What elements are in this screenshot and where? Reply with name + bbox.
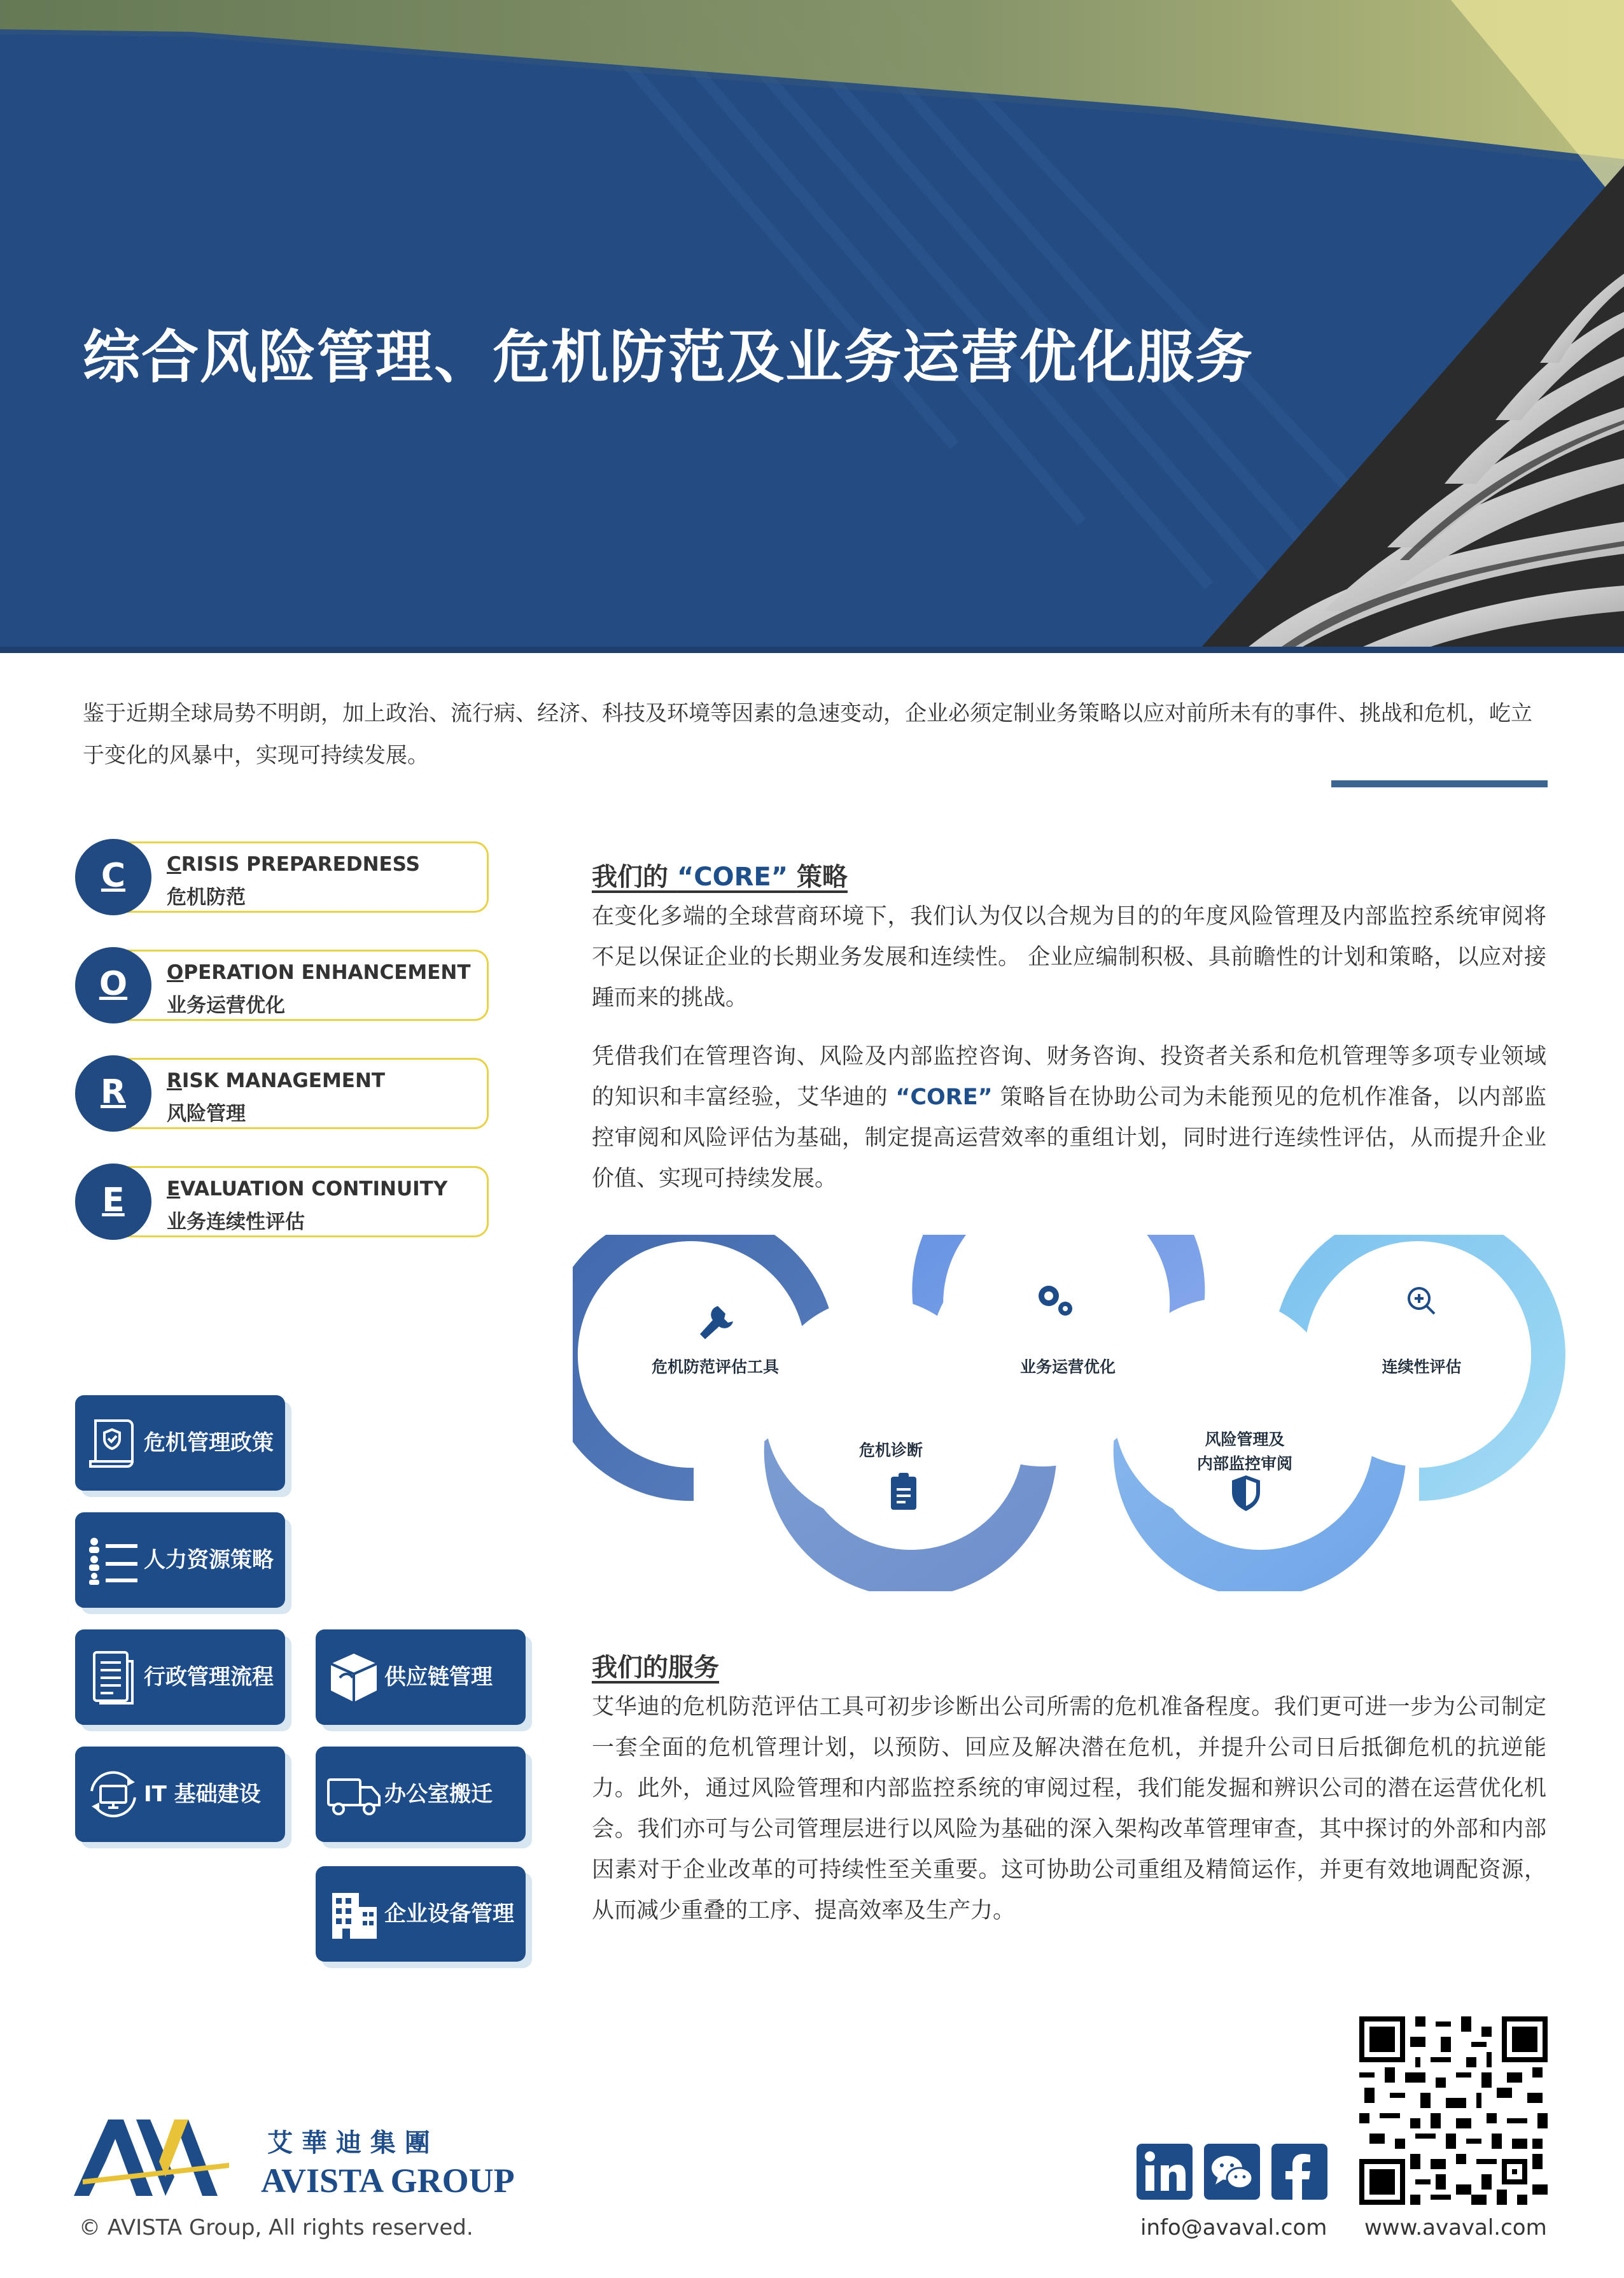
facebook-icon[interactable] [1271, 2144, 1327, 2200]
core-item-zh-label: 业务运营优化 [167, 994, 285, 1017]
computer-sync-icon [83, 1766, 144, 1823]
logo-zh-text: 艾 華 迪 集 團 [267, 2128, 430, 2158]
core-item-risk [75, 1055, 489, 1132]
core-item-en-initial: O [167, 961, 184, 984]
core-item-en-initial: E [167, 1178, 181, 1200]
core-item-en-label [167, 961, 471, 984]
diagram-label-operation: 业务运营优化 [1019, 1358, 1116, 1376]
strategy-paragraph-2-lead: 凭借我们在管理咨询、风险及内部监控咨询、财务咨询、投资者关系和危机管理等多项专业领域的知识和丰富经验，艾华迪的 [592, 1044, 1546, 1110]
clipboard-icon [891, 1473, 916, 1510]
diagram-label-continuity: 连续性评估 [1382, 1358, 1462, 1376]
ava-monogram-icon [74, 2120, 229, 2196]
strategy-paragraph-2 [592, 1036, 1546, 1199]
tile-label: 办公室搬迁 [384, 1782, 493, 1807]
tile-label: 供应链管理 [384, 1664, 493, 1690]
diagram-label-risk-line2: 内部监控审阅 [1196, 1454, 1293, 1473]
core-item-en-rest: PERATION ENHANCEMENT [183, 961, 471, 984]
tile-label: 企业设备管理 [384, 1901, 514, 1927]
page-title: 综合风险管理、危机防范及业务运营优化服务 [83, 324, 1254, 391]
diagram-label-risk-line1: 风险管理及 [1205, 1430, 1285, 1449]
tile-it-infrastructure [75, 1747, 285, 1842]
people-list-icon [83, 1531, 144, 1589]
strategy-title-prefix: 我们的 [592, 862, 668, 892]
strategy-paragraph-2-rest: 策略旨在协助公司为未能预见的危机作准备，以内部监控审阅和风险评估为基础，制定提高运营效率的重组计划，同时进行连续性评估，从而提升企业价值、实现可持续发展。 [592, 1085, 1546, 1192]
diagram-label-diagnosis: 危机诊断 [858, 1441, 923, 1459]
core-letter-badge: R [75, 1055, 151, 1132]
tile-label: 危机管理政策 [144, 1430, 274, 1456]
tile-admin-process [75, 1629, 285, 1725]
core-item-operation [75, 947, 489, 1023]
intro-divider [1331, 780, 1548, 787]
package-box-icon [323, 1649, 384, 1706]
diagram-label-crisis-tool: 危机防范评估工具 [651, 1358, 780, 1376]
intro-paragraph: 鉴于近期全球局势不明朗，加上政治、流行病、经济、科技及环境等因素的急速变动，企业必须定制业务策略以应对前所未有的事件、挑战和危机，屹立于变化的风暴中，实现可持续发展。 [83, 701, 1532, 768]
tile-label: 人力资源策略 [144, 1547, 274, 1573]
wechat-icon[interactable] [1204, 2144, 1260, 2200]
services-section-title: 我们的服务 [592, 1653, 719, 1682]
strategy-paragraph-1: 在变化多端的全球营商环境下，我们认为仅以合规为目的的年度风险管理及内部监控系统审阅将不足以保证企业的长期业务发展和连续性。 企业应编制积极、具前瞻性的计划和策略，以应对接踵而来的挑战。 [592, 904, 1546, 1011]
avista-logo [70, 2113, 528, 2209]
core-letter-badge: E [75, 1164, 151, 1240]
moving-truck-icon [323, 1766, 384, 1823]
tile-label: 行政管理流程 [144, 1664, 274, 1690]
hero-banner [0, 0, 1624, 653]
core-item-en-initial: C [167, 853, 181, 876]
core-letter-badge: C [75, 839, 151, 915]
core-item-en-label [167, 853, 420, 876]
strategy-core-highlight: “CORE” [895, 1085, 993, 1110]
copyright-text: © AVISTA Group, All rights reserved. [79, 2215, 473, 2240]
core-process-diagram [573, 1235, 1565, 1591]
checklist-document-icon [83, 1649, 144, 1706]
tile-office-move [316, 1747, 526, 1842]
core-item-en-initial: R [167, 1069, 182, 1092]
core-item-en-label [167, 1069, 385, 1092]
services-paragraph: 艾华迪的危机防范评估工具可初步诊断出公司所需的危机准备程度。我们更可进一步为公司制定一套全面的危机管理计划，以预防、回应及解决潜在危机，并提升公司日后抵御危机的抗逆能力。此外，通过风险管理和内部监控系统的审阅过程，我们能发掘和辨识公司的潜在运营优化机会。我们亦可与公司管理层进行以风险为基础的深入架构改革管理审查，其中探讨的外部和内部因素对于企业改革的可持续性至关重要。这可协助公司重组及精简运作，并更有效地调配资源，从而减少重叠的工序、提高效率及生产力。 [592, 1694, 1546, 1923]
linkedin-icon[interactable] [1137, 2144, 1193, 2200]
website-link[interactable]: www.avaval.com [1364, 2215, 1547, 2240]
core-item-zh-label: 业务连续性评估 [167, 1211, 305, 1234]
core-item-zh-label: 风险管理 [167, 1102, 246, 1125]
core-letter-badge: O [75, 947, 151, 1023]
core-item-zh-label: 危机防范 [167, 886, 246, 909]
contact-email-link[interactable]: info@avaval.com [1140, 2215, 1327, 2240]
building-icon [323, 1885, 384, 1943]
core-item-evaluation [75, 1164, 489, 1240]
strategy-title-highlight: “CORE” [676, 862, 788, 892]
logo-en-text: AVISTA GROUP [261, 2162, 515, 2200]
core-item-en-rest: ISK MANAGEMENT [181, 1069, 386, 1092]
core-item-en-rest: RISIS PREPAREDNESS [181, 853, 420, 876]
core-item-en-label [167, 1178, 447, 1200]
strategy-section-title [592, 857, 848, 893]
qr-code-icon [1359, 2016, 1548, 2205]
core-item-crisis [75, 839, 489, 915]
strategy-title-suffix: 策略 [796, 862, 848, 892]
tile-label: IT 基础建设 [144, 1782, 261, 1807]
tile-hr-strategy [75, 1512, 285, 1608]
tile-facility-management [316, 1866, 526, 1962]
core-item-en-rest: VALUATION CONTINUITY [180, 1178, 448, 1200]
policy-document-icon [83, 1414, 144, 1472]
tile-supply-chain [316, 1629, 526, 1725]
tile-crisis-policy [75, 1395, 285, 1491]
